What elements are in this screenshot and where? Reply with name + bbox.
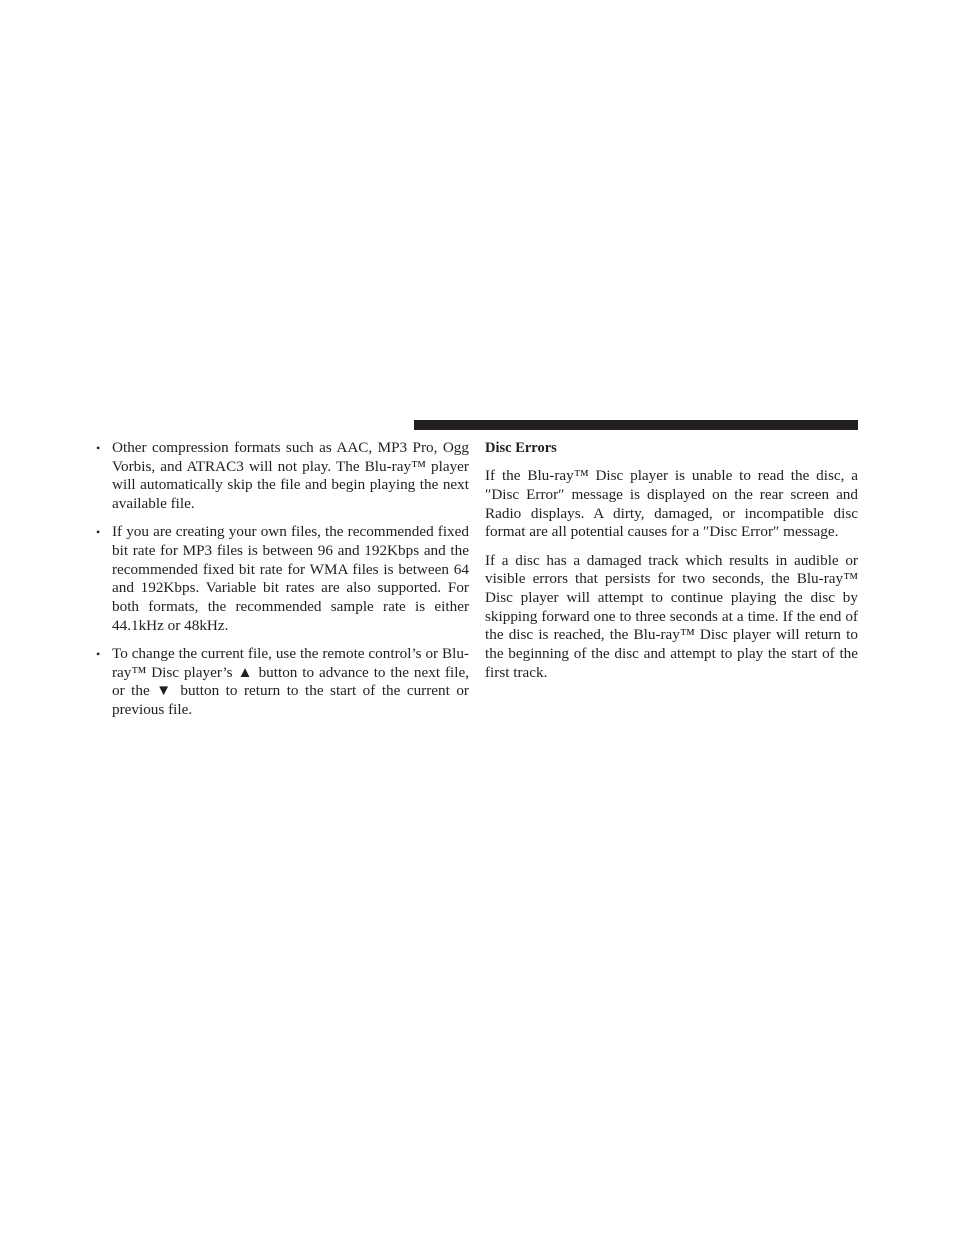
list-item-text: If you are creating your own files, the recommended fixed bit rate for MP3 files is between 96 and 192Kbps and the recommended fixed bit rate for WMA files is between 64 and 192Kbps. Variable bit rates are also supported. For both formats, the recommended sample rate is either 44.1kHz or 48kHz. xyxy=(112,523,469,634)
list-item-text: Other compression formats such as AAC, MP3 Pro, Ogg Vorbis, and ATRAC3 will not play. The Blu-ray™ player will automatically skip the file and begin playing the next available file. xyxy=(112,439,469,513)
list-item xyxy=(96,439,469,514)
paragraph: If the Blu-ray™ Disc player is unable to read the disc, a ″Disc Error″ message is displayed on the rear screen and Radio displays. A dirty, damaged, or incompatible disc format are all potential causes for a ″Disc Error″ message. xyxy=(485,467,858,541)
section-header-bar xyxy=(414,420,858,430)
bullet-icon: • xyxy=(96,647,101,662)
bullet-icon: • xyxy=(96,441,101,455)
right-column xyxy=(485,439,858,692)
bullet-icon: • xyxy=(96,525,101,540)
paragraph: If a disc has a damaged track which results in audible or visible errors that persists for two seconds, the Blu-ray™ Disc player will attempt to continue playing the disc by skipping forward one to three seconds at a time. If the end of the disc is reached, the Blu-ray™ Disc player will return to the beginning of the disc and attempt to play the start of the first track. xyxy=(485,551,858,681)
list-item xyxy=(96,523,469,635)
list-item xyxy=(96,645,469,720)
list-item-text: To change the current file, use the remote control’s or Blu-ray™ Disc player’s ▲ button to advance to the next file, or the ▼ button to return to the start of the current or previous file. xyxy=(112,645,469,719)
left-column xyxy=(96,439,469,729)
section-heading: Disc Errors xyxy=(485,440,557,456)
